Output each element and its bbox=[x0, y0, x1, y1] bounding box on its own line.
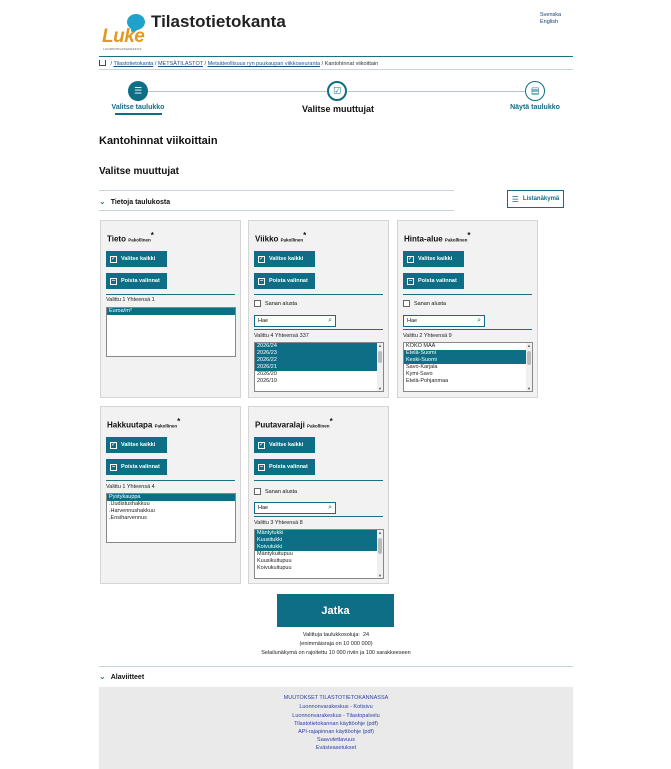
list-item[interactable]: Kuusitukki bbox=[255, 537, 383, 544]
list-view-label: Listanäkymä bbox=[522, 196, 560, 202]
divider bbox=[99, 190, 454, 191]
footnotes-label: Alaviitteet bbox=[110, 674, 145, 681]
check-icon: ✓ bbox=[408, 255, 414, 262]
list-item[interactable]: Kuusikuitupuu bbox=[257, 558, 292, 564]
breadcrumb-divider bbox=[99, 69, 573, 70]
checkbox-icon: ☑ bbox=[332, 85, 342, 96]
selection-count: Valittu 1 Yhteensä 4 bbox=[106, 484, 155, 490]
search-input[interactable]: Hae ⌕ bbox=[254, 315, 336, 327]
list-item[interactable]: KOKO MAA bbox=[406, 343, 436, 349]
list-item[interactable]: Keski-Suomi bbox=[404, 357, 532, 364]
lang-svenska-link[interactable]: Svenska bbox=[540, 12, 562, 18]
check-icon: ✓ bbox=[259, 255, 265, 262]
clear-selection-button[interactable]: – Poista valinnat bbox=[254, 273, 315, 289]
step-underline bbox=[115, 113, 162, 115]
selected-cells: Valittuja taulukkosoluja: 24 bbox=[302, 632, 370, 638]
list-icon: ☰ bbox=[511, 194, 519, 204]
check-icon: ✓ bbox=[111, 441, 117, 448]
list-item[interactable]: 2026/24 bbox=[255, 343, 383, 350]
panel-divider bbox=[254, 294, 383, 295]
divider bbox=[99, 210, 454, 211]
scrollbar[interactable]: ▲ ▼ bbox=[527, 343, 531, 391]
list-item[interactable]: 2026/21 bbox=[255, 364, 383, 371]
search-input[interactable]: Hae ⌕ bbox=[403, 315, 485, 327]
max-cells-note: (enimmäisraja on 10 000 000) bbox=[299, 641, 373, 647]
value-listbox[interactable] bbox=[254, 342, 384, 392]
list-item[interactable]: Koivukuitupuu bbox=[257, 565, 292, 571]
footer-link[interactable]: Tilastotietokannan käyttöohje (pdf) bbox=[294, 721, 378, 727]
breadcrumb-link[interactable]: Tilastotietokanta bbox=[113, 61, 154, 67]
list-item[interactable]: Pystykauppa bbox=[107, 494, 235, 501]
breadcrumb-link[interactable]: Metsäteollisuus ryn puukaupan viikkoseuranta bbox=[207, 61, 321, 67]
list-item[interactable]: Savo-Karjala bbox=[406, 364, 438, 370]
scrollbar[interactable]: ▲ ▼ bbox=[378, 343, 382, 391]
variable-title: Hakkuutapa Pakollinen* bbox=[107, 417, 181, 430]
panel-divider bbox=[254, 516, 383, 517]
variable-title: Tieto Pakollinen* bbox=[107, 231, 154, 244]
minus-icon: – bbox=[111, 277, 116, 284]
list-item[interactable]: Mäntykuitupuu bbox=[257, 551, 293, 557]
clear-selection-button[interactable]: – Poista valinnat bbox=[403, 273, 464, 289]
chevron-down-icon: ⌄ bbox=[99, 672, 106, 681]
stepper-line bbox=[348, 91, 525, 92]
panel-divider bbox=[403, 294, 532, 295]
value-listbox[interactable] bbox=[254, 529, 384, 579]
about-table-label: Tietoja taulukosta bbox=[110, 199, 171, 206]
panel-divider bbox=[254, 480, 383, 481]
list-item[interactable]: .Ensiharvennus bbox=[109, 515, 147, 521]
list-item[interactable]: Etelä-Suomi bbox=[404, 350, 532, 357]
luke-logo[interactable] bbox=[102, 14, 144, 50]
list-item[interactable]: Koivutukki bbox=[255, 544, 383, 551]
select-all-button[interactable]: ✓ Valitse kaikki bbox=[403, 251, 464, 267]
scrollbar[interactable]: ▲ ▼ bbox=[378, 530, 382, 578]
footer-link[interactable]: MUUTOKSET TILASTOTIETOKANNASSA bbox=[283, 695, 389, 701]
step-label[interactable]: Valitse taulukko bbox=[111, 104, 165, 111]
selection-count: Valittu 1 Yhteensä 1 bbox=[106, 297, 155, 303]
variable-panel-hakkuutapa bbox=[100, 406, 241, 584]
starts-with-checkbox[interactable]: Sanan alusta bbox=[403, 300, 446, 307]
variable-panel-hinta-alue bbox=[397, 220, 538, 398]
list-view-button[interactable] bbox=[507, 190, 564, 208]
search-input[interactable]: Hae ⌕ bbox=[254, 502, 336, 514]
stepper-line bbox=[148, 91, 327, 92]
select-all-button[interactable]: ✓ Valitse kaikki bbox=[106, 251, 167, 267]
list-item[interactable]: Kymi-Savo bbox=[406, 371, 433, 377]
list-item[interactable]: .Uudistushakkuu bbox=[109, 501, 150, 507]
breadcrumb-current: Kantohinnat viikoittain bbox=[324, 61, 379, 67]
step-label[interactable]: Näytä taulukko bbox=[510, 104, 560, 111]
clear-selection-button[interactable]: – Poista valinnat bbox=[254, 459, 315, 475]
list-item[interactable]: 2026/22 bbox=[255, 357, 383, 364]
logo-text: Luke bbox=[102, 26, 145, 47]
check-icon: ✓ bbox=[111, 255, 117, 262]
list-item[interactable]: Euroa/m³ bbox=[107, 308, 235, 315]
search-icon: ⌕ bbox=[328, 317, 332, 324]
step-select-table[interactable] bbox=[128, 81, 148, 101]
minus-icon: – bbox=[111, 463, 116, 470]
panel-divider bbox=[403, 329, 532, 330]
list-item[interactable]: .Harvennushakkuu bbox=[109, 508, 155, 514]
select-all-button[interactable]: ✓ Valitse kaikki bbox=[254, 437, 315, 453]
divider bbox=[99, 666, 573, 667]
home-icon[interactable] bbox=[99, 60, 106, 66]
variable-panel-puutavaralaji bbox=[248, 406, 389, 584]
breadcrumb: / Tilastotietokanta / METSÄTILASTOT / Metsäteollisuus ryn puukaupan viikkoseuranta / Kantohinnat viikoittain bbox=[99, 59, 378, 67]
value-listbox[interactable] bbox=[106, 307, 236, 357]
minus-icon: – bbox=[408, 277, 413, 284]
variable-panel-tieto bbox=[100, 220, 241, 398]
footer-link[interactable]: Luonnonvarakeskus - Tilastopalvelu bbox=[292, 713, 380, 719]
starts-with-checkbox[interactable]: Sanan alusta bbox=[254, 488, 297, 495]
panel-divider bbox=[106, 480, 235, 481]
minus-icon: – bbox=[259, 463, 264, 470]
list-icon: ☰ bbox=[133, 85, 143, 96]
logo-subtext: LUONNONVARAKESKUS bbox=[103, 47, 142, 51]
section-title: Valitse muuttujat bbox=[99, 166, 180, 177]
footer-link[interactable]: Evästeasetukset bbox=[315, 745, 357, 751]
list-item[interactable]: 2026/19 bbox=[257, 378, 277, 384]
selection-count: Valittu 2 Yhteensä 9 bbox=[403, 333, 452, 339]
value-listbox[interactable] bbox=[106, 493, 236, 543]
lang-english-link[interactable]: English bbox=[540, 19, 559, 25]
select-all-button[interactable]: ✓ Valitse kaikki bbox=[106, 437, 167, 453]
check-icon: ✓ bbox=[259, 441, 265, 448]
footer-link[interactable]: Saavutettavuus bbox=[317, 737, 355, 743]
footer-link[interactable]: Luonnonvarakeskus - Kotisivu bbox=[299, 704, 373, 710]
variable-title: Viikko Pakollinen* bbox=[255, 231, 307, 244]
document-icon: ▤ bbox=[530, 85, 540, 96]
site-title: Tilastotietokanta bbox=[151, 12, 286, 31]
panel-divider bbox=[106, 294, 235, 295]
header-divider bbox=[99, 56, 573, 57]
starts-with-checkbox[interactable]: Sanan alusta bbox=[254, 300, 297, 307]
search-icon: ⌕ bbox=[477, 317, 481, 324]
step-select-variables bbox=[327, 81, 347, 101]
list-item[interactable]: 2026/20 bbox=[257, 371, 277, 377]
breadcrumb-link[interactable]: METSÄTILASTOT bbox=[157, 61, 203, 67]
footer bbox=[99, 687, 573, 769]
browser-limit-note: Selailunäkymä on rajoitettu 10 000 riviin ja 100 sarakkeeseen bbox=[261, 650, 411, 656]
list-item[interactable]: Etelä-Pohjanmaa bbox=[406, 378, 449, 384]
step-show-table[interactable] bbox=[525, 81, 545, 101]
variable-title: Puutavaralaji Pakollinen* bbox=[255, 417, 333, 430]
list-item[interactable]: 2026/23 bbox=[255, 350, 383, 357]
footer-link[interactable]: API-rajapinnan käyttöohje (pdf) bbox=[298, 729, 374, 735]
variable-panel-viikko bbox=[248, 220, 389, 398]
clear-selection-button[interactable]: – Poista valinnat bbox=[106, 459, 167, 475]
search-icon: ⌕ bbox=[328, 504, 332, 511]
clear-selection-button[interactable]: – Poista valinnat bbox=[106, 273, 167, 289]
continue-button[interactable]: Jatka bbox=[277, 594, 394, 627]
panel-divider bbox=[254, 329, 383, 330]
about-table-toggle[interactable] bbox=[99, 197, 170, 206]
page-title: Kantohinnat viikoittain bbox=[99, 135, 218, 147]
selection-count: Valittu 4 Yhteensä 337 bbox=[254, 333, 309, 339]
chevron-down-icon: ⌄ bbox=[99, 197, 106, 206]
select-all-button[interactable]: ✓ Valitse kaikki bbox=[254, 251, 315, 267]
list-item[interactable]: Mäntytukki bbox=[255, 530, 383, 537]
minus-icon: – bbox=[259, 277, 264, 284]
variable-title: Hinta-alue Pakollinen* bbox=[404, 231, 471, 244]
step-label-current: Valitse muuttujat bbox=[301, 104, 375, 114]
value-listbox[interactable] bbox=[403, 342, 533, 392]
language-switcher bbox=[540, 12, 561, 26]
footnotes-toggle[interactable] bbox=[99, 672, 144, 681]
selection-count: Valittu 3 Yhteensä 8 bbox=[254, 520, 303, 526]
